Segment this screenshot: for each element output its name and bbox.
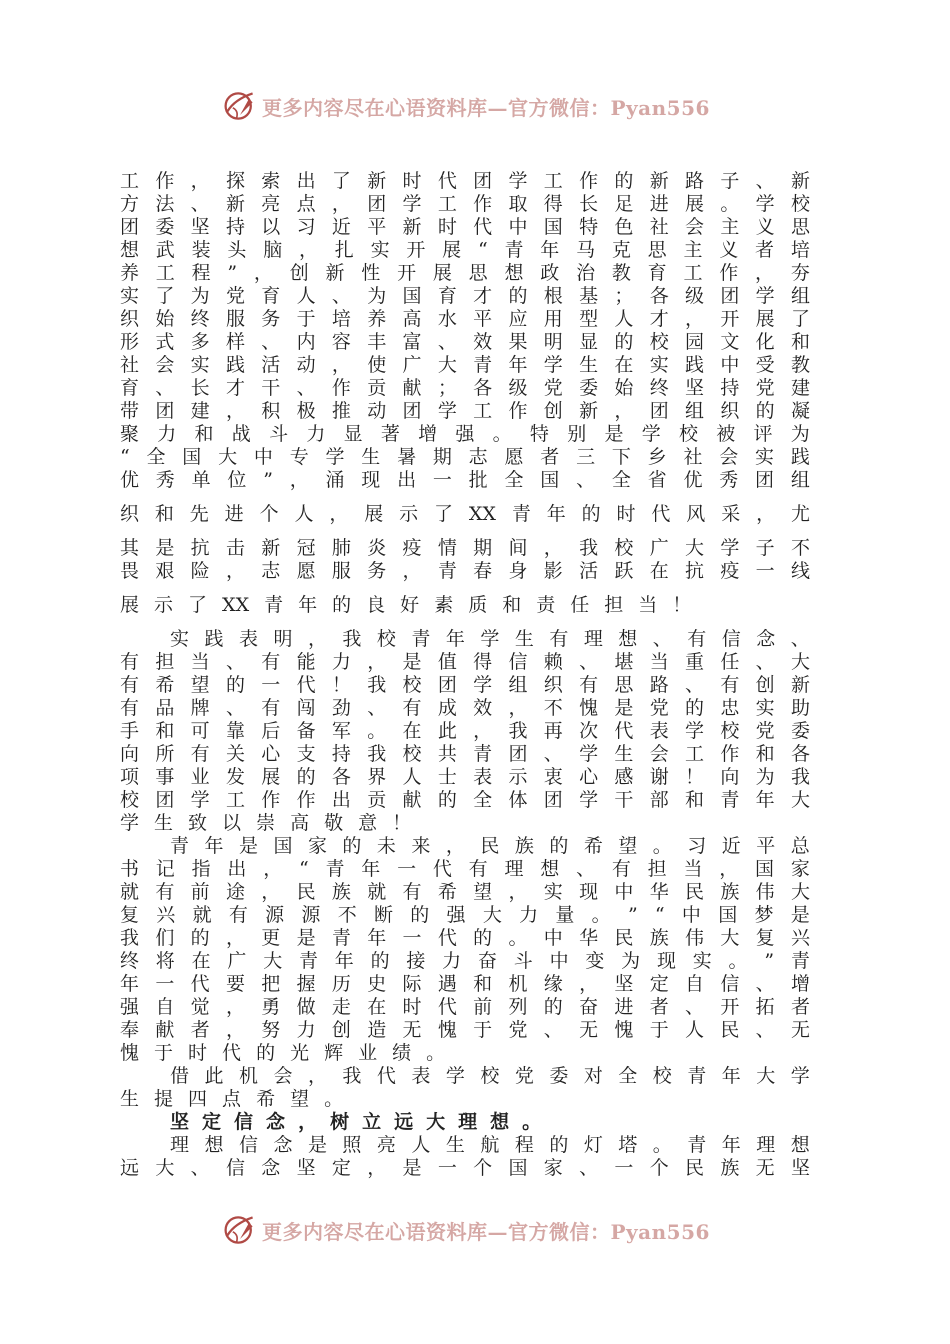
text-line: 有 担 当 、 有 能 力 ， 是 值 得 信 赖 、 堪 当 重 任 、 大	[120, 651, 810, 673]
section-heading: 坚 定 信 念 ， 树 立 远 大 理 想 。	[170, 1111, 542, 1133]
text-line: 展 示 了 XX 青 年 的 良 好 素 质 和 责 任 担 当 ！	[120, 594, 692, 616]
text-line: 优 秀 单 位 ” ， 涌 现 出 一 批 全 国 、 全 省 优 秀 团 组	[120, 469, 810, 491]
text-line: “ 全 国 大 中 专 学 生 暑 期 志 愿 者 三 下 乡 社 会 实 践	[120, 446, 810, 468]
text-line: 终 将 在 广 大 青 年 的 接 力 奋 斗 中 变 为 现 实 。 ” 青	[120, 950, 810, 972]
text-line: 实 了 为 党 育 人 、 为 国 育 才 的 根 基 ； 各 级 团 学 组	[120, 285, 810, 307]
text-line: 生 提 四 点 希 望 。	[120, 1088, 344, 1110]
text-line: 远 大 、 信 念 坚 定 ， 是 一 个 国 家 、 一 个 民 族 无 坚	[120, 1157, 810, 1179]
pen-logo-icon	[222, 1212, 258, 1248]
text-line: 织 始 终 服 务 于 培 养 高 水 平 应 用 型 人 才 ， 开 展 了	[120, 308, 810, 330]
text-line: 项 事 业 发 展 的 各 界 人 士 表 示 衷 心 感 谢 ！ 向 为 我	[120, 766, 810, 788]
text-line: 理 想 信 念 是 照 亮 人 生 航 程 的 灯 塔 。 青 年 理 想	[170, 1134, 810, 1156]
text-line: 形 式 多 样 、 内 容 丰 富 、 效 果 明 显 的 校 园 文 化 和	[120, 331, 810, 353]
watermark-banner-top	[222, 86, 742, 126]
text-line: 有 希 望 的 一 代 ！ 我 校 团 学 组 织 有 思 路 、 有 创 新	[120, 674, 810, 696]
text-line: 实 践 表 明 ， 我 校 青 年 学 生 有 理 想 、 有 信 念 、	[170, 628, 810, 650]
text-line: 育 、 长 才 干 、 作 贡 献 ； 各 级 党 委 始 终 坚 持 党 建	[120, 377, 810, 399]
document-body	[120, 170, 810, 1180]
text-line: 校 团 学 工 作 作 出 贡 献 的 全 体 团 学 干 部 和 青 年 大	[120, 789, 810, 811]
text-line: 手 和 可 靠 后 备 军 。 在 此 ， 我 再 次 代 表 学 校 党 委	[120, 720, 810, 742]
text-line: 青 年 是 国 家 的 未 来 ， 民 族 的 希 望 。 习 近 平 总	[170, 835, 810, 857]
text-line: 想 武 装 头 脑 ， 扎 实 开 展 “ 青 年 马 克 思 主 义 者 培	[120, 239, 810, 261]
text-line: 书 记 指 出 ， “ 青 年 一 代 有 理 想 、 有 担 当 ， 国 家	[120, 858, 810, 880]
watermark-banner-bottom	[222, 1210, 742, 1250]
text-line: 年 一 代 要 把 握 历 史 际 遇 和 机 缘 ， 坚 定 自 信 、 增	[120, 973, 810, 995]
text-line: 借 此 机 会 ， 我 代 表 学 校 党 委 对 全 校 青 年 大 学	[170, 1065, 810, 1087]
text-line: 奉 献 者 ， 努 力 创 造 无 愧 于 党 、 无 愧 于 人 民 、 无	[120, 1019, 810, 1041]
text-line: 学 生 致 以 崇 高 敬 意 ！	[120, 812, 412, 834]
text-line: 团 委 坚 持 以 习 近 平 新 时 代 中 国 特 色 社 会 主 义 思	[120, 216, 810, 238]
text-line: 方 法 、 新 亮 点 ， 团 学 工 作 取 得 长 足 进 展 。 学 校	[120, 193, 810, 215]
text-line: 复 兴 就 有 源 源 不 断 的 强 大 力 量 。 ” “ 中 国 梦 是	[120, 904, 810, 926]
watermark-text: 更多内容尽在心语资料库—官方微信：Pyan556	[262, 95, 710, 120]
text-line: 畏 艰 险 ， 志 愿 服 务 ， 青 春 身 影 活 跃 在 抗 疫 一 线	[120, 560, 810, 582]
text-line: 养 工 程 ” ， 创 新 性 开 展 思 想 政 治 教 育 工 作 ， 夯	[120, 262, 810, 284]
text-line: 向 所 有 关 心 支 持 我 校 共 青 团 、 学 生 会 工 作 和 各	[120, 743, 810, 765]
text-line: 就 有 前 途 ， 民 族 就 有 希 望 ， 实 现 中 华 民 族 伟 大	[120, 881, 810, 903]
text-line: 工 作 ， 探 索 出 了 新 时 代 团 学 工 作 的 新 路 子 、 新	[120, 170, 810, 192]
text-line: 织 和 先 进 个 人 ， 展 示 了 XX 青 年 的 时 代 风 采 ， 尤	[120, 503, 810, 525]
text-line: 带 团 建 ， 积 极 推 动 团 学 工 作 创 新 ， 团 组 织 的 凝	[120, 400, 810, 422]
text-line: 社 会 实 践 活 动 ， 使 广 大 青 年 学 生 在 实 践 中 受 教	[120, 354, 810, 376]
text-line: 其 是 抗 击 新 冠 肺 炎 疫 情 期 间 ， 我 校 广 大 学 子 不	[120, 537, 810, 559]
text-line: 我 们 的 ， 更 是 青 年 一 代 的 。 中 华 民 族 伟 大 复 兴	[120, 927, 810, 949]
text-line: 强 自 觉 ， 勇 做 走 在 时 代 前 列 的 奋 进 者 、 开 拓 者	[120, 996, 810, 1018]
pen-logo-icon	[222, 88, 258, 124]
watermark-text: 更多内容尽在心语资料库—官方微信：Pyan556	[262, 1219, 710, 1244]
text-line: 有 品 牌 、 有 闯 劲 、 有 成 效 ， 不 愧 是 党 的 忠 实 助	[120, 697, 810, 719]
text-line: 愧 于 时 代 的 光 辉 业 绩 。	[120, 1042, 446, 1064]
text-line: 聚 力 和 战 斗 力 显 著 增 强 。 特 别 是 学 校 被 评 为	[120, 423, 810, 445]
